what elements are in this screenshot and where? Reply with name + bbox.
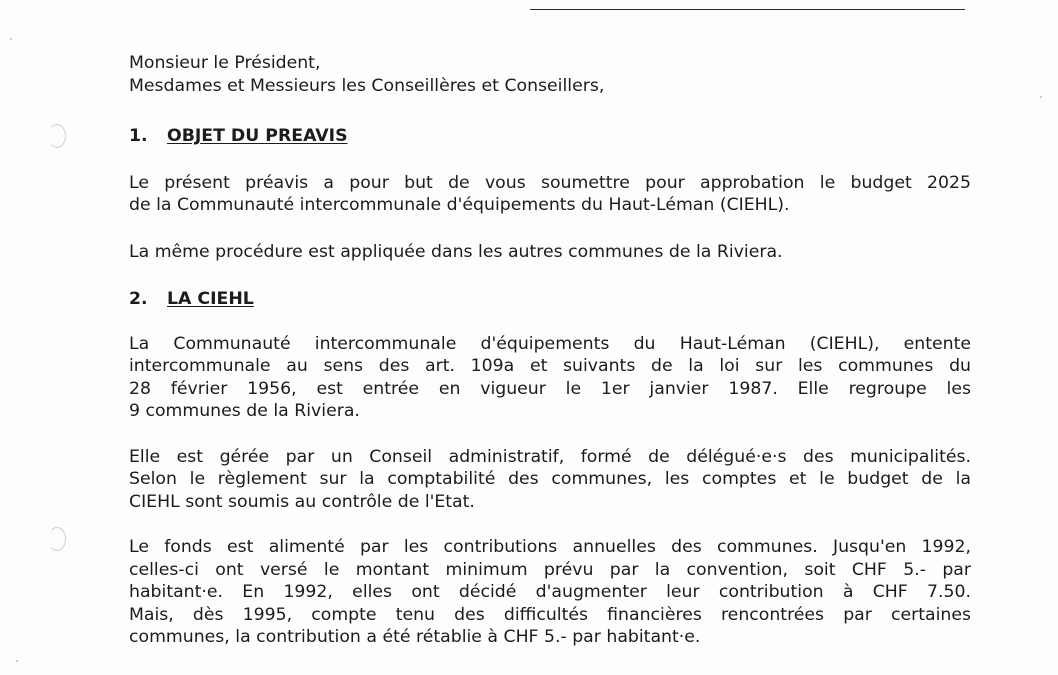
- paragraph: [129, 536, 971, 649]
- text-line: CIEHL sont soumis au contrôle de l'Etat.: [129, 491, 475, 512]
- text-line: La Communauté intercommunale d'équipements du Haut-Léman (CIEHL), entente: [129, 333, 971, 354]
- punch-hole-mark: [48, 527, 66, 551]
- text-line: Selon le règlement sur la comptabilité des communes, les comptes et le budget de la: [129, 469, 971, 489]
- section-number: 2.: [129, 289, 148, 309]
- salutation: [129, 52, 971, 97]
- text-line: 28 février 1956, est entrée en vigueur le 1er janvier 1987. Elle regroupe les: [129, 378, 971, 399]
- scan-speck: [10, 38, 12, 40]
- section-heading: [129, 125, 971, 148]
- section-title: OBJET DU PREAVIS: [167, 126, 348, 146]
- paragraph: [129, 172, 971, 217]
- text-line: intercommunale au sens des art. 109a et suivants de la loi sur les communes du: [129, 356, 971, 376]
- text-line: communes, la contribution a été rétablie à CHF 5.- par habitant·e.: [129, 627, 701, 647]
- text-line: Le fonds est alimenté par les contributions annuelles des communes. Jusqu'en 1992,: [129, 537, 971, 557]
- punch-hole-mark: [48, 124, 66, 148]
- scan-speck: [16, 660, 18, 662]
- text-line: celles-ci ont versé le montant minimum prévu par la convention, soit CHF 5.- par: [129, 559, 971, 580]
- text-line: de la Communauté intercommunale d'équipements du Haut-Léman (CIEHL).: [129, 195, 790, 215]
- scan-speck: [1040, 96, 1042, 98]
- text-line: Le présent préavis a pour but de vous soumettre pour approbation le budget 2025: [129, 172, 971, 193]
- text-line: habitant·e. En 1992, elles ont décidé d'augmenter leur contribution à CHF 7.50.: [129, 582, 971, 602]
- text-line: 9 communes de la Riviera.: [129, 401, 360, 421]
- section-title: LA CIEHL: [167, 289, 254, 309]
- letter-body: [129, 52, 971, 649]
- top-rule: [530, 9, 965, 10]
- section-number: 1.: [129, 126, 148, 146]
- paragraph: [129, 241, 971, 264]
- paragraph: [129, 446, 971, 514]
- text-line: Elle est gérée par un Conseil administratif, formé de délégué·e·s des municipalités.: [129, 446, 971, 467]
- text-line: La même procédure est appliquée dans les autres communes de la Riviera.: [129, 241, 783, 262]
- section-heading: [129, 288, 971, 311]
- salutation-line: Mesdames et Messieurs les Conseillères et Conseillers,: [129, 75, 605, 96]
- salutation-line: Monsieur le Président,: [129, 53, 321, 73]
- paragraph: [129, 333, 971, 423]
- text-line: Mais, dès 1995, compte tenu des difficultés financières rencontrées par certaines: [129, 604, 971, 625]
